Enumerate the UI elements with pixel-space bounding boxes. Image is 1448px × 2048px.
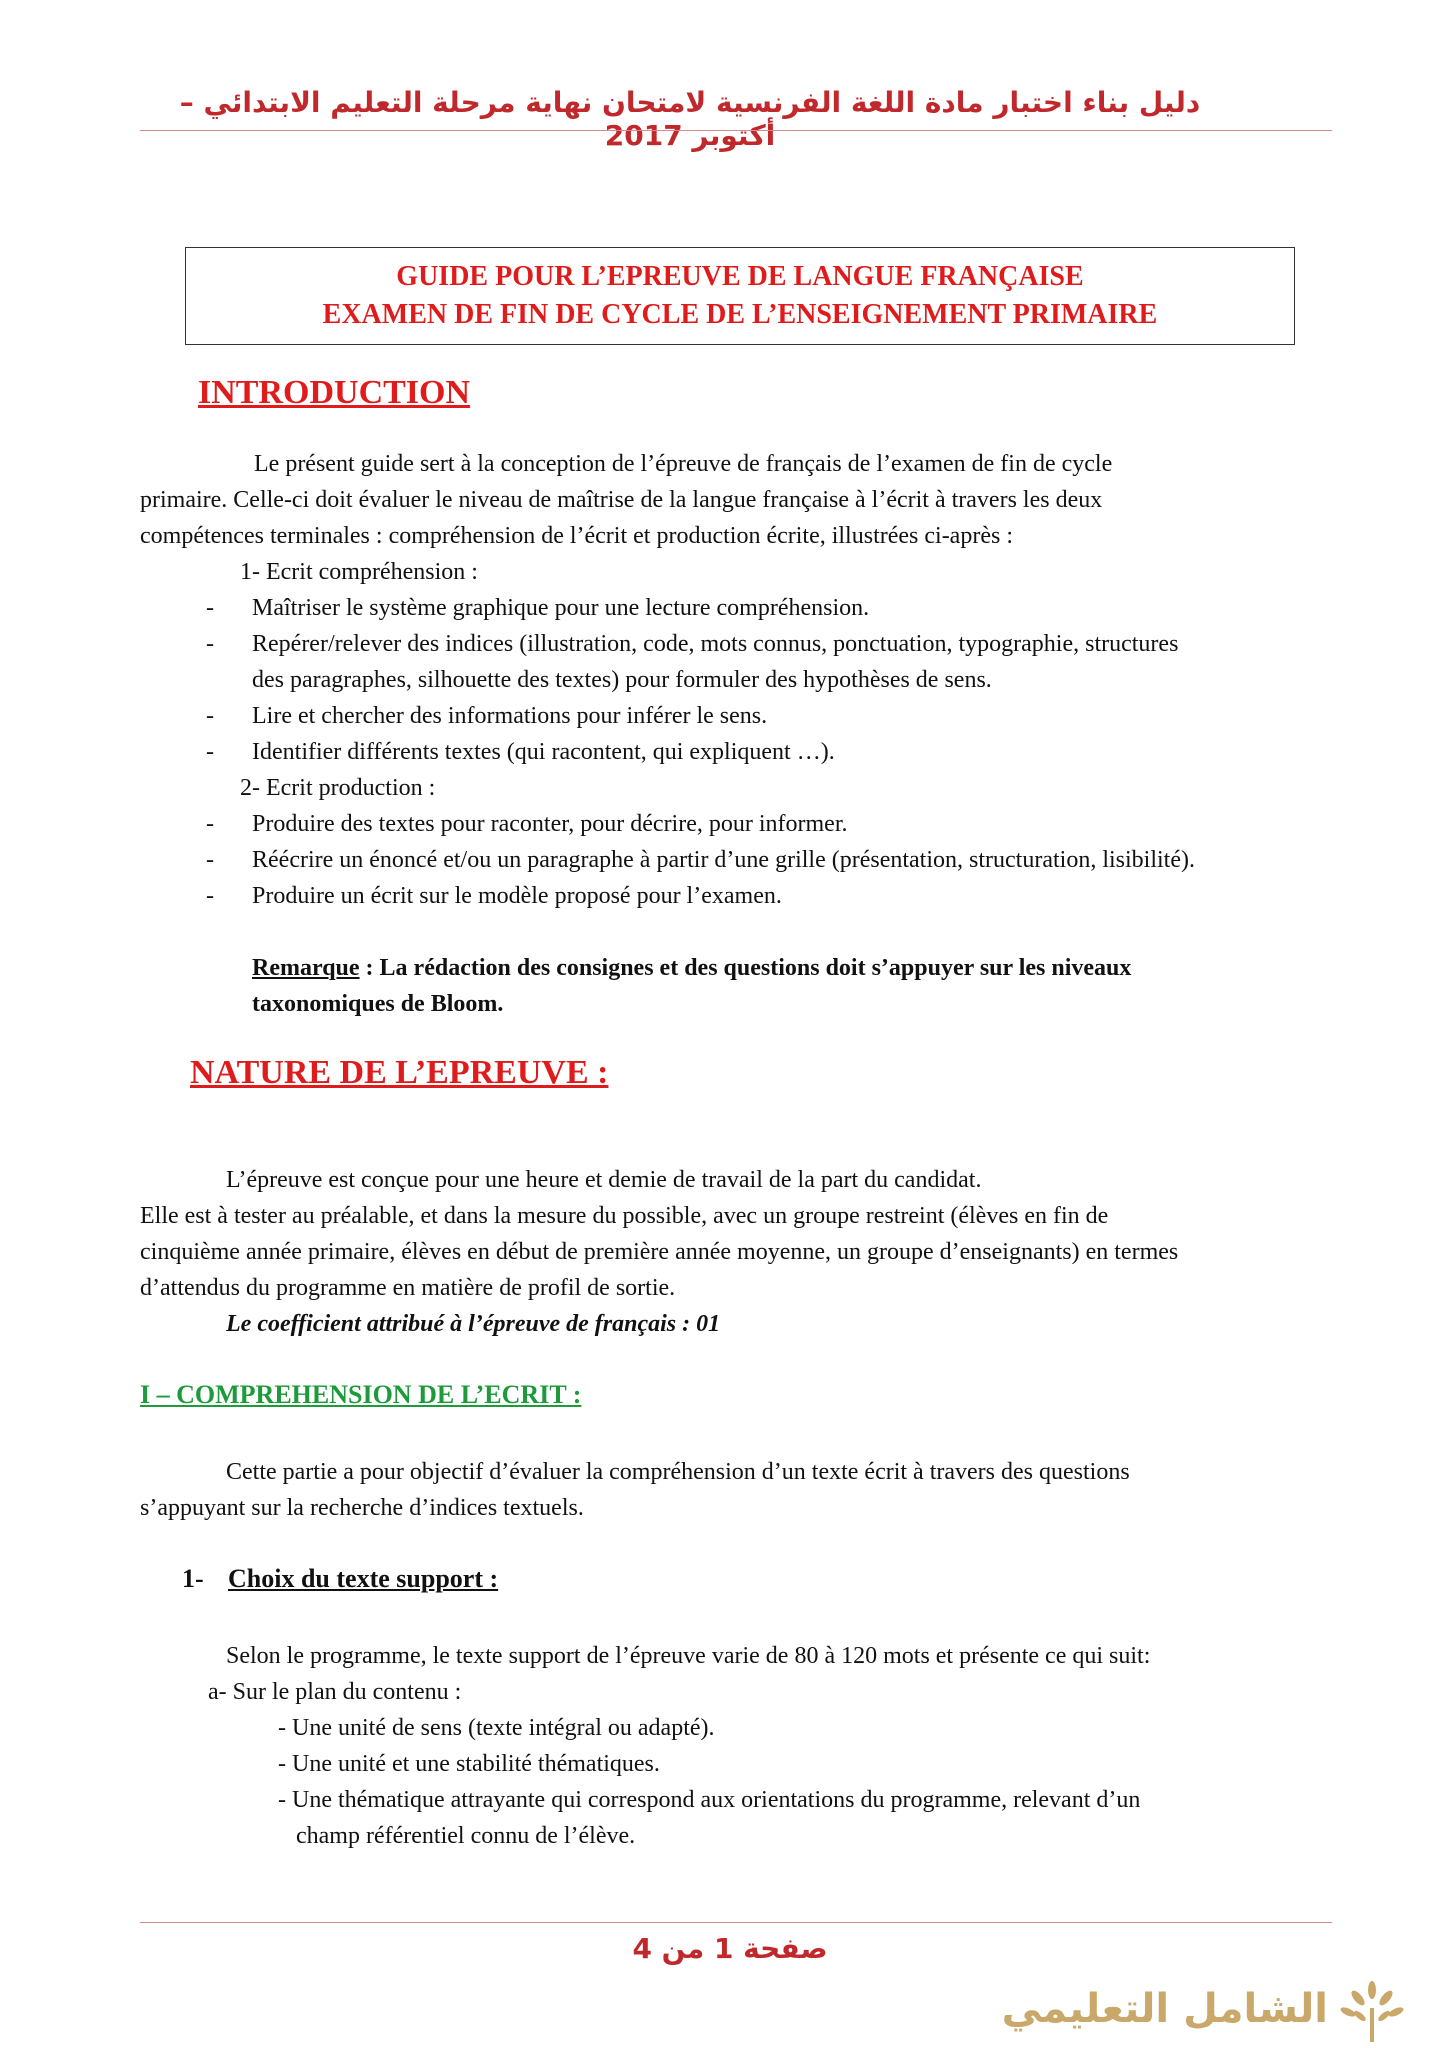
intro-paragraph-line-3: compétences terminales : compréhension de l’écrit et production écrite, illustrées ci-après : <box>140 523 1013 549</box>
nature-paragraph-line-1: L’épreuve est conçue pour une heure et demie de travail de la part du candidat. <box>226 1167 982 1193</box>
remark-line-1 <box>252 950 1332 986</box>
list-item-continuation: des paragraphes, silhouette des textes) pour formuler des hypothèses de sens. <box>252 667 992 693</box>
list-item: Identifier différents textes (qui racontent, qui expliquent …). <box>252 739 835 765</box>
header-title: دليل بناء اختبار مادة اللغة الفرنسية لامتحان نهاية مرحلة التعليم الابتدائي – أكتوبر 2017 <box>179 86 1201 152</box>
list-item: - Une unité et une stabilité thématiques. <box>278 1751 660 1777</box>
bullet-dash: - <box>206 739 214 765</box>
title-line-1: GUIDE POUR L’EPREUVE DE LANGUE FRANÇAISE <box>396 261 1084 292</box>
nature-paragraph-line-3: cinquième année primaire, élèves en début de première année moyenne, un groupe d’enseignants) en termes <box>140 1239 1179 1265</box>
subheading-ecrit-comprehension: 1- Ecrit compréhension : <box>240 559 478 585</box>
list-item: - Une unité de sens (texte intégral ou adapté). <box>278 1715 715 1741</box>
intro-paragraph-line-1: Le présent guide sert à la conception de l’épreuve de français de l’examen de fin de cycle <box>254 451 1113 477</box>
bullet-dash: - <box>206 631 214 657</box>
comprehension-heading: I – COMPREHENSION DE L’ECRIT : <box>140 1380 582 1409</box>
list-item: Repérer/relever des indices (illustration, code, mots connus, ponctuation, typographie, structures <box>252 631 1179 657</box>
remark-line-2: taxonomiques de Bloom. <box>252 991 504 1017</box>
introduction-heading: INTRODUCTION <box>198 374 471 411</box>
bullet-dash: - <box>206 847 214 873</box>
remark-text: : La rédaction des consignes et des questions doit s’appuyer sur les niveaux <box>359 955 1132 981</box>
intro-paragraph-line-2: primaire. Celle-ci doit évaluer le niveau de maîtrise de la langue française à l’écrit à travers les deux <box>140 487 1103 513</box>
title-line-2: EXAMEN DE FIN DE CYCLE DE L’ENSEIGNEMENT PRIMAIRE <box>322 299 1158 330</box>
list-item: Produire des textes pour raconter, pour décrire, pour informer. <box>252 811 848 837</box>
footer-divider <box>140 1922 1332 1923</box>
bullet-dash: - <box>206 883 214 909</box>
comprehension-paragraph-line-2: s’appuyant sur la recherche d’indices textuels. <box>140 1495 584 1521</box>
list-item: - Une thématique attrayante qui correspond aux orientations du programme, relevant d’un <box>278 1787 1141 1813</box>
remark-label: Remarque <box>252 955 360 981</box>
list-item-continuation: champ référentiel connu de l’élève. <box>296 1823 636 1849</box>
title-box <box>185 247 1295 345</box>
bullet-dash: - <box>206 703 214 729</box>
list-item: Réécrire un énoncé et/ou un paragraphe à partir d’une grille (présentation, structuration, lisibilité). <box>252 847 1195 873</box>
texte-support-paragraph: Selon le programme, le texte support de l’épreuve varie de 80 à 120 mots et présente ce qui suit: <box>226 1643 1151 1669</box>
nature-paragraph-line-4: d’attendus du programme en matière de profil de sortie. <box>140 1275 676 1301</box>
logo-text: الشامل التعليمي <box>1001 1986 1328 2032</box>
site-logo <box>1001 1980 1418 2040</box>
header-divider <box>140 130 1332 131</box>
contenu-label: a- Sur le plan du contenu : <box>208 1679 462 1705</box>
list-item: Maîtriser le système graphique pour une lecture compréhension. <box>252 595 870 621</box>
bullet-dash: - <box>206 811 214 837</box>
coefficient-note: Le coefficient attribué à l’épreuve de français : 01 <box>226 1311 721 1337</box>
subsection-number: 1- <box>182 1564 204 1593</box>
list-item: Produire un écrit sur le modèle proposé pour l’examen. <box>252 883 782 909</box>
nature-paragraph-line-2: Elle est à tester au préalable, et dans la mesure du possible, avec un groupe restreint (élèves en fin de <box>140 1203 1109 1229</box>
nature-heading: NATURE DE L’EPREUVE : <box>190 1054 609 1091</box>
list-item: Lire et chercher des informations pour inférer le sens. <box>252 703 768 729</box>
subsection-heading: Choix du texte support : <box>228 1564 499 1593</box>
comprehension-paragraph-line-1: Cette partie a pour objectif d’évaluer la compréhension d’un texte écrit à travers des questions <box>226 1459 1130 1485</box>
bullet-dash: - <box>206 595 214 621</box>
tree-icon <box>1334 1980 1410 2044</box>
subheading-ecrit-production: 2- Ecrit production : <box>240 775 436 801</box>
page-number: صفحة 1 من 4 <box>632 1932 828 1965</box>
